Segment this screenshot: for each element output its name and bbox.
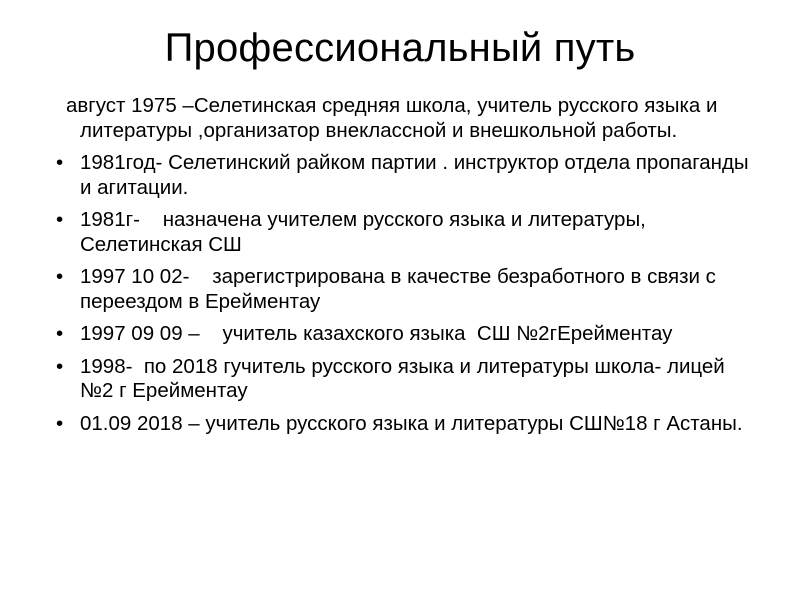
bullet-icon: • (56, 411, 64, 435)
list-item (56, 322, 756, 347)
bullet-icon: • (56, 208, 64, 231)
list-item-text: 01.09 2018 – учитель русского языка и литературы СШ№18 г Астаны. (80, 411, 743, 435)
list-item (56, 208, 756, 257)
list-item (56, 412, 756, 437)
list-item (56, 355, 756, 404)
list-item (56, 151, 756, 200)
bullet-icon: • (56, 322, 64, 345)
bullet-icon: • (56, 354, 64, 378)
list-item-text: 1997 09 09 – учитель казахского языка СШ №2гЕрейментау (80, 322, 673, 345)
list-item-text: 1981г- назначена учителем русского языка и литературы, Селетинская СШ (80, 208, 652, 256)
list-item-text: 1997 10 02- зарегистрирована в качестве безработного в связи с переездом в Ерейментау (80, 265, 722, 313)
career-list (56, 151, 756, 436)
slide-body (56, 94, 756, 444)
bullet-icon: • (56, 265, 64, 288)
list-item (56, 265, 756, 314)
intro-paragraph: август 1975 –Селетинская средняя школа, учитель русского языка и литературы ,организатор внеклассной и внешкольной работы. (66, 94, 718, 142)
list-item-text: 1981год- Селетинский райком партии . инструктор отдела пропаганды и агитации. (80, 151, 755, 199)
slide-title: Профессиональный путь (164, 26, 636, 70)
list-item-text: 1998- по 2018 гучитель русского языка и литературы школа- лицей №2 г Ерейментау (80, 354, 731, 402)
bullet-icon: • (56, 151, 64, 174)
